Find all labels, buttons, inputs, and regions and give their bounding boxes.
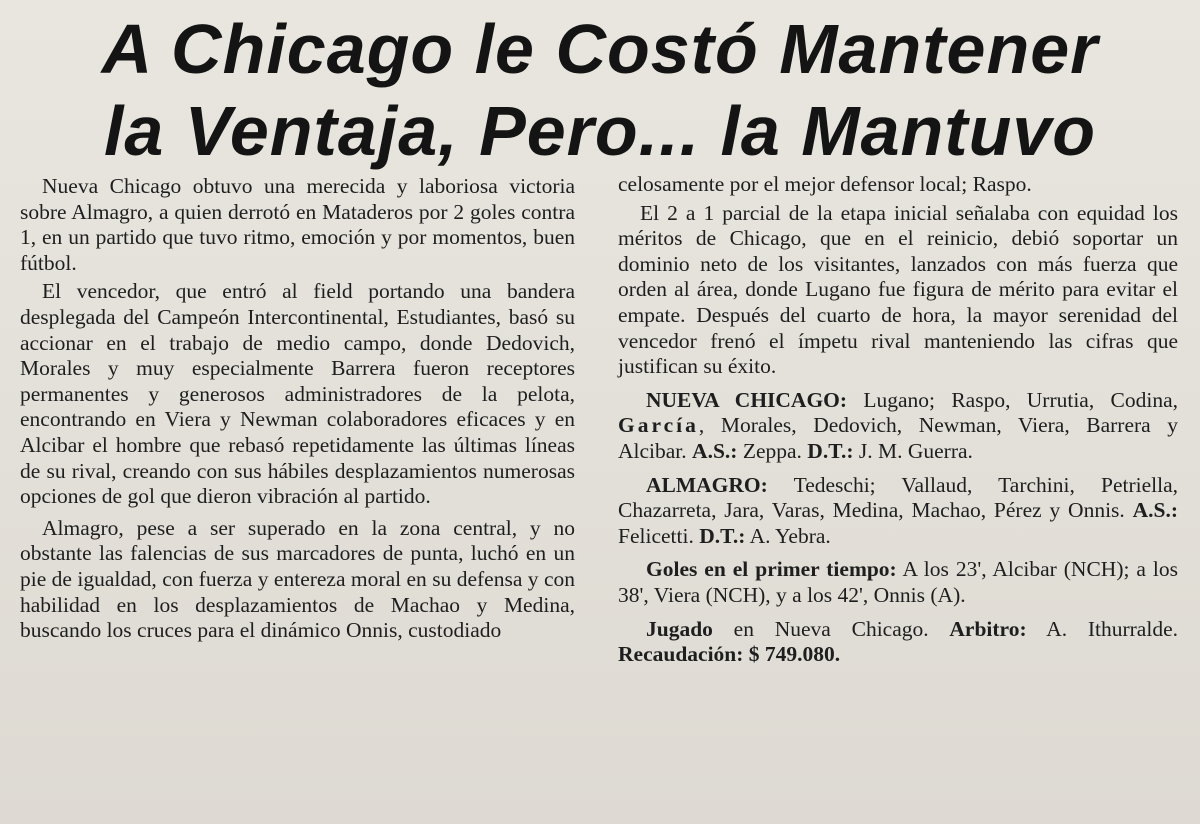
lineup-dt-value: J. M. Guerra. — [853, 438, 973, 463]
lineup-dt-label: D.T.: — [807, 438, 854, 463]
referee-label: Arbitro: — [949, 616, 1027, 641]
lineup-team-label: ALMAGRO: — [646, 472, 768, 497]
lineup-as-value: Felicetti. — [618, 523, 700, 548]
headline — [0, 8, 1200, 172]
article-column-right — [618, 172, 1178, 668]
lineup-team-label: NUEVA CHICAGO: — [646, 387, 848, 412]
headline-line-1: A Chicago le Costó Mantener — [101, 10, 1099, 88]
article-column-left — [20, 174, 575, 647]
lineup-players: Tedeschi; Vallaud, Tarchini, Petriella, Chazarreta, Jara, Varas, Medina, Machao, Pérez y Onnis. — [618, 472, 1178, 523]
paragraph-vencedor: El vencedor, que entró al field portando una bandera desplegada del Campeón Intercontinental, Estudiantes, basó su accionar en el trabajo de medio campo, donde Dedovich, Morales y muy especialmente Barrera fueron receptores permanentes y generosos administradores de la pelota, encontrando en Viera y Newman colaboradores eficaces y en Alcibar el hombre que rebasó repetidamente las últimas líneas de su rival, creando con sus hábiles desplazamientos numerosas opciones de gol que dieron vibración al partido. — [20, 279, 575, 509]
lineup-players: , Morales, Dedovich, Newman, Viera, Barrera y Alcibar. — [618, 413, 1178, 463]
paragraph-intro: Nueva Chicago obtuvo una merecida y laboriosa victoria sobre Almagro, a quien derrotó en Mataderos por 2 goles contra 1, en un partido que tuvo ritmo, emoción y por momentos, buen fútbol. — [20, 174, 575, 275]
lineup-players: Lugano; Raspo, Urrutia, Codina, — [847, 387, 1179, 412]
match-info — [618, 617, 1178, 668]
gate-receipts-label: Recaudación: — [618, 642, 744, 667]
lineup-as-value: Zeppa. — [737, 438, 808, 463]
played-text: en Nueva Chicago. — [712, 616, 950, 641]
paragraph-continuation: celosamente por el mejor defensor local; Raspo. — [618, 172, 1032, 196]
gate-receipts-value: $ 749.080. — [743, 642, 841, 667]
paragraph-second-half: El 2 a 1 parcial de la etapa inicial señalaba con equidad los méritos de Chicago, que en el reinicio, debió soportar un dominio neto de los visitantes, lanzados con más fuerza que orden al área, donde Lugano fue figura de mérito para evitar el empate. Después del cuarto de hora, la mayor serenidad del vencedor frenó el ímpetu rival manteniendo las cifras que justifican su éxito. — [618, 200, 1178, 379]
goals-summary — [618, 557, 1178, 608]
referee-name: A. Ithurralde. — [1026, 616, 1178, 641]
goals-text: A los 23', Alcibar (NCH); a los 38', Viera (NCH), y a los 42', Onnis (A). — [618, 557, 1178, 607]
goals-label: Goles en el primer tiempo: — [646, 557, 897, 582]
lineup-as-label: A.S.: — [1132, 498, 1178, 523]
lineup-as-label: A.S.: — [692, 438, 738, 463]
lineup-dt-value: A. Yebra. — [745, 523, 831, 548]
headline-line-2: la Ventaja, Pero... la Mantuvo — [103, 92, 1097, 170]
played-label: Jugado — [646, 616, 713, 641]
paragraph-almagro: Almagro, pese a ser superado en la zona central, y no obstante las falencias de sus marcadores de punta, luchó en un pie de igualdad, con fuerza y entereza moral en su defensa y con habilidad en los desplazamientos de Machao y Medina, buscando los cruces para el dinámico Onnis, custodiado — [20, 515, 575, 643]
lineup-player-garcia: García — [618, 413, 699, 438]
lineup-dt-label: D.T.: — [699, 523, 746, 548]
lineup-almagro — [618, 473, 1178, 550]
lineup-nueva-chicago — [618, 388, 1178, 465]
